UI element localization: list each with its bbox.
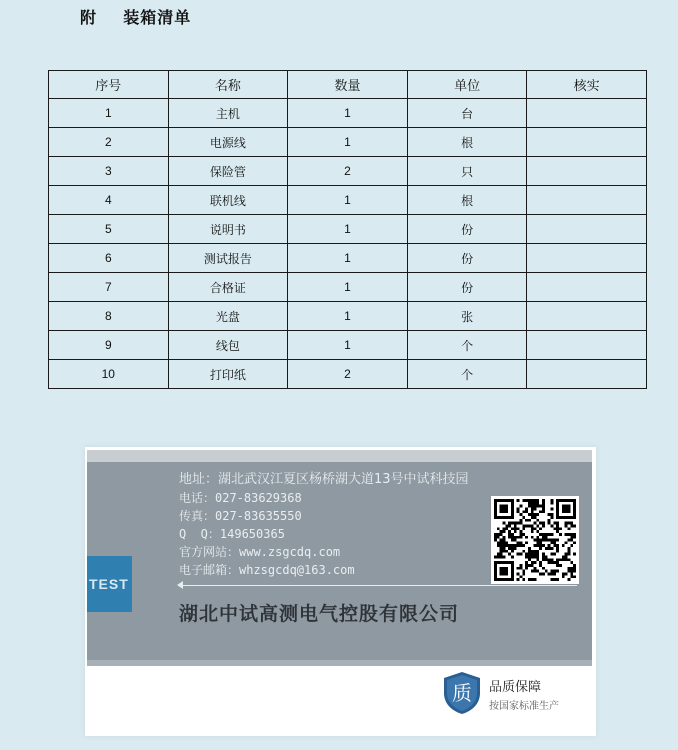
cell-name: 测试报告 bbox=[168, 244, 288, 273]
table-row bbox=[49, 331, 647, 360]
cell-index: 3 bbox=[49, 157, 169, 186]
cell-name: 光盘 bbox=[168, 302, 288, 331]
col-header-index: 序号 bbox=[49, 71, 169, 99]
cell-verify bbox=[527, 215, 647, 244]
table-row bbox=[49, 215, 647, 244]
company-name: 湖北中试高测电气控股有限公司 bbox=[179, 603, 460, 625]
cell-index: 5 bbox=[49, 215, 169, 244]
cell-verify bbox=[527, 157, 647, 186]
table-row bbox=[49, 360, 647, 389]
cell-quantity: 1 bbox=[288, 128, 408, 157]
cell-index: 4 bbox=[49, 186, 169, 215]
cell-unit: 份 bbox=[407, 273, 527, 302]
cell-verify bbox=[527, 99, 647, 128]
cell-quantity: 2 bbox=[288, 360, 408, 389]
table-row bbox=[49, 128, 647, 157]
cell-name: 合格证 bbox=[168, 273, 288, 302]
cell-name: 打印纸 bbox=[168, 360, 288, 389]
cell-unit: 根 bbox=[407, 186, 527, 215]
packing-list-table bbox=[48, 70, 647, 389]
business-card bbox=[85, 447, 596, 736]
cell-name: 保险管 bbox=[168, 157, 288, 186]
col-header-unit: 单位 bbox=[407, 71, 527, 99]
cell-quantity: 1 bbox=[288, 215, 408, 244]
shield-icon bbox=[442, 671, 482, 715]
cell-verify bbox=[527, 360, 647, 389]
quality-badge bbox=[442, 671, 567, 723]
col-header-name: 名称 bbox=[168, 71, 288, 99]
email-text: 电子邮箱：whzsgcdq@163.com bbox=[179, 563, 355, 577]
quality-title: 品质保障 bbox=[489, 680, 542, 695]
cell-quantity: 1 bbox=[288, 186, 408, 215]
table-row bbox=[49, 302, 647, 331]
cell-verify bbox=[527, 331, 647, 360]
cell-index: 7 bbox=[49, 273, 169, 302]
cell-name: 联机线 bbox=[168, 186, 288, 215]
cell-unit: 个 bbox=[407, 331, 527, 360]
cell-index: 9 bbox=[49, 331, 169, 360]
cell-quantity: 1 bbox=[288, 273, 408, 302]
cell-unit: 根 bbox=[407, 128, 527, 157]
cell-name: 电源线 bbox=[168, 128, 288, 157]
cell-verify bbox=[527, 302, 647, 331]
col-header-quantity: 数量 bbox=[288, 71, 408, 99]
qr-code bbox=[491, 496, 579, 584]
qq-text: Q Q：149650365 bbox=[179, 527, 285, 541]
card-panel bbox=[87, 450, 592, 666]
cell-name: 说明书 bbox=[168, 215, 288, 244]
website-text: 官方网站：www.zsgcdq.com bbox=[179, 545, 341, 559]
quality-char: 质 bbox=[452, 681, 472, 705]
cell-index: 10 bbox=[49, 360, 169, 389]
cell-quantity: 1 bbox=[288, 99, 408, 128]
cell-unit: 张 bbox=[407, 302, 527, 331]
cell-verify bbox=[527, 186, 647, 215]
table-row bbox=[49, 244, 647, 273]
cell-index: 8 bbox=[49, 302, 169, 331]
phone-text: 电话：027-83629368 bbox=[179, 491, 302, 505]
cell-quantity: 1 bbox=[288, 244, 408, 273]
cell-quantity: 2 bbox=[288, 157, 408, 186]
fax-text: 传真：027-83635550 bbox=[179, 509, 302, 523]
cell-index: 1 bbox=[49, 99, 169, 128]
page-title: 附 装箱清单 bbox=[80, 8, 192, 27]
cell-index: 2 bbox=[49, 128, 169, 157]
table-row bbox=[49, 273, 647, 302]
cell-unit: 个 bbox=[407, 360, 527, 389]
table-row bbox=[49, 157, 647, 186]
card-divider bbox=[179, 585, 577, 586]
cell-unit: 份 bbox=[407, 215, 527, 244]
cell-verify bbox=[527, 273, 647, 302]
cell-verify bbox=[527, 128, 647, 157]
col-header-verify: 核实 bbox=[527, 71, 647, 99]
table-row bbox=[49, 186, 647, 215]
card-top-band bbox=[87, 450, 592, 462]
address-text: 地址：湖北武汉江夏区杨桥湖大道13号中试科技园 bbox=[179, 472, 469, 487]
cell-index: 6 bbox=[49, 244, 169, 273]
cell-unit: 只 bbox=[407, 157, 527, 186]
cell-unit: 份 bbox=[407, 244, 527, 273]
quality-subtitle: 按国家标准生产 bbox=[489, 701, 559, 712]
cell-name: 线包 bbox=[168, 331, 288, 360]
cell-quantity: 1 bbox=[288, 331, 408, 360]
table-row bbox=[49, 99, 647, 128]
cell-unit: 台 bbox=[407, 99, 527, 128]
cell-verify bbox=[527, 244, 647, 273]
cell-name: 主机 bbox=[168, 99, 288, 128]
contact-block bbox=[179, 471, 469, 579]
test-logo: TEST bbox=[87, 556, 132, 612]
cell-quantity: 1 bbox=[288, 302, 408, 331]
table-header-row bbox=[49, 71, 647, 99]
